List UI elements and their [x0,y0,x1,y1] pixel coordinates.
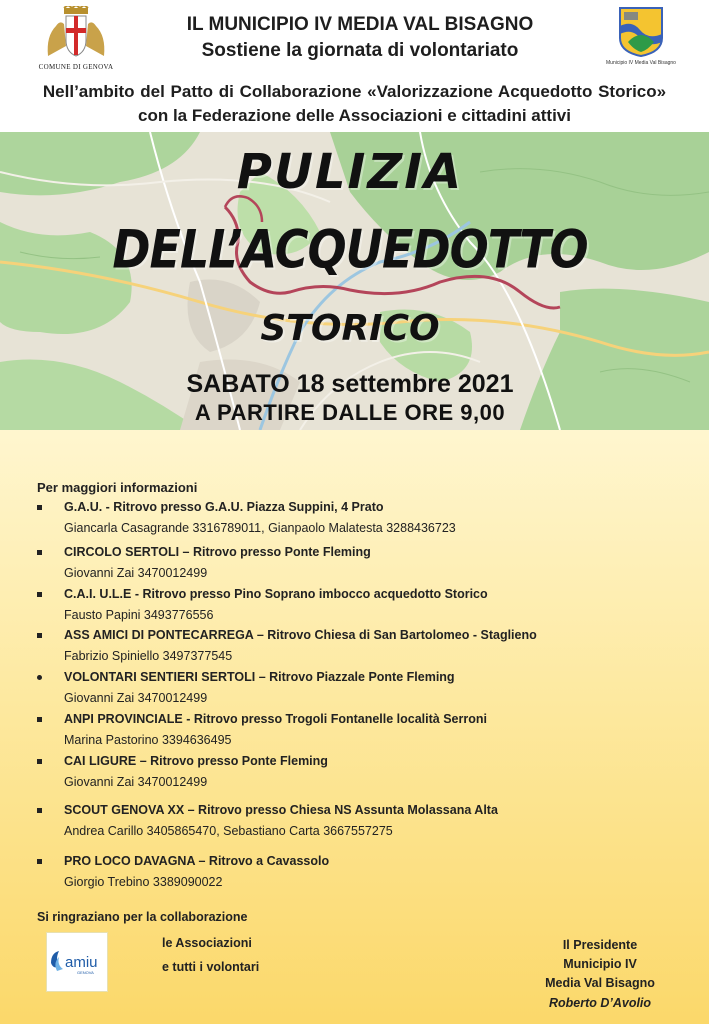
item-contact: Giovanni Zai 3470012499 [64,691,208,705]
item-contact: Giovanni Zai 3470012499 [64,566,208,580]
president-name: Roberto D’Avolio [548,996,652,1010]
municipio-iv-logo [596,6,686,70]
president-municipio: Municipio IV [563,957,637,971]
title-storico: STORICO [260,308,440,349]
logo-right-caption: Municipio IV Media Val Bisagno [606,60,676,66]
patto-line-1: Nell’ambito del Patto di Collaborazione «Valorizzazione Acquedotto Storico» [42,82,667,101]
amiu-logo-text: amiu [65,954,98,971]
bullet-icon [37,592,42,597]
comune-di-genova-logo [30,6,122,76]
page-subtitle: Sostiene la giornata di volontariato [201,40,519,61]
item-title: PRO LOCO DAVAGNA – Ritrovo a Cavassolo [64,854,330,868]
event-date: SABATO 18 settembre 2021 [186,370,514,398]
genova-crest-icon [44,6,108,62]
item-contact: Marina Pastorino 3394636495 [64,733,232,747]
info-heading: Per maggiori informazioni [37,480,198,495]
item-contact: Fabrizio Spiniello 3497377545 [64,649,233,663]
logo-left-caption: COMUNE DI GENOVA [38,63,114,71]
bullet-icon [37,717,42,722]
assoc-line-2: e tutti i volontari [162,960,260,974]
amiu-logo-subtext: GENOVA [77,970,94,975]
president-area: Media Val Bisagno [545,976,655,990]
bullet-icon [37,675,42,680]
item-contact: Andrea Carillo 3405865470, Sebastiano Carta 3667557275 [64,824,393,838]
item-contact: Fausto Papini 3493776556 [64,608,214,622]
item-contact: Giorgio Trebino 3389090022 [64,875,223,889]
municipio-shield-icon [618,6,664,58]
item-title: C.A.I. U.L.E - Ritrovo presso Pino Soprano imbocco acquedotto Storico [64,587,488,601]
header [0,0,709,132]
item-contact: Giancarla Casagrande 3316789011, Gianpaolo Malatesta 3288436723 [64,521,456,535]
event-time: A PARTIRE DALLE ORE 9,00 [194,400,506,425]
page-title: IL MUNICIPIO IV MEDIA VAL BISAGNO [186,14,534,35]
item-title: SCOUT GENOVA XX – Ritrovo presso Chiesa NS Assunta Molassana Alta [64,803,498,817]
item-title: CAI LIGURE – Ritrovo presso Ponte Fleming [64,754,328,768]
bullet-icon [37,759,42,764]
bullet-icon [37,550,42,555]
thanks-text: Si ringraziano per la collaborazione [37,910,248,924]
info-section [0,430,709,1024]
bullet-icon [37,859,42,864]
president-title: Il Presidente [562,938,638,952]
title-acquedotto: DELL’ACQUEDOTTO [112,217,588,281]
item-title: ANPI PROVINCIALE - Ritrovo presso Trogoli Fontanelle località Serroni [64,712,487,726]
amiu-logo [46,932,108,992]
title-pulizia: PULIZIA [236,144,464,200]
item-contact: Giovanni Zai 3470012499 [64,775,208,789]
map-banner [0,132,709,430]
amiu-logo-icon [47,933,109,993]
item-title: VOLONTARI SENTIERI SERTOLI – Ritrovo Piazzale Ponte Fleming [64,670,455,684]
bullet-icon [37,808,42,813]
patto-line-2: con la Federazione delle Associazioni e cittadini attivi [138,106,571,125]
bullet-icon [37,633,42,638]
assoc-line-1: le Associazioni [162,936,252,950]
bullet-icon [37,505,42,510]
item-title: CIRCOLO SERTOLI – Ritrovo presso Ponte Fleming [64,545,371,559]
item-title: G.A.U. - Ritrovo presso G.A.U. Piazza Suppini, 4 Prato [64,500,384,514]
item-title: ASS AMICI DI PONTECARREGA – Ritrovo Chiesa di San Bartolomeo - Staglieno [64,628,537,642]
